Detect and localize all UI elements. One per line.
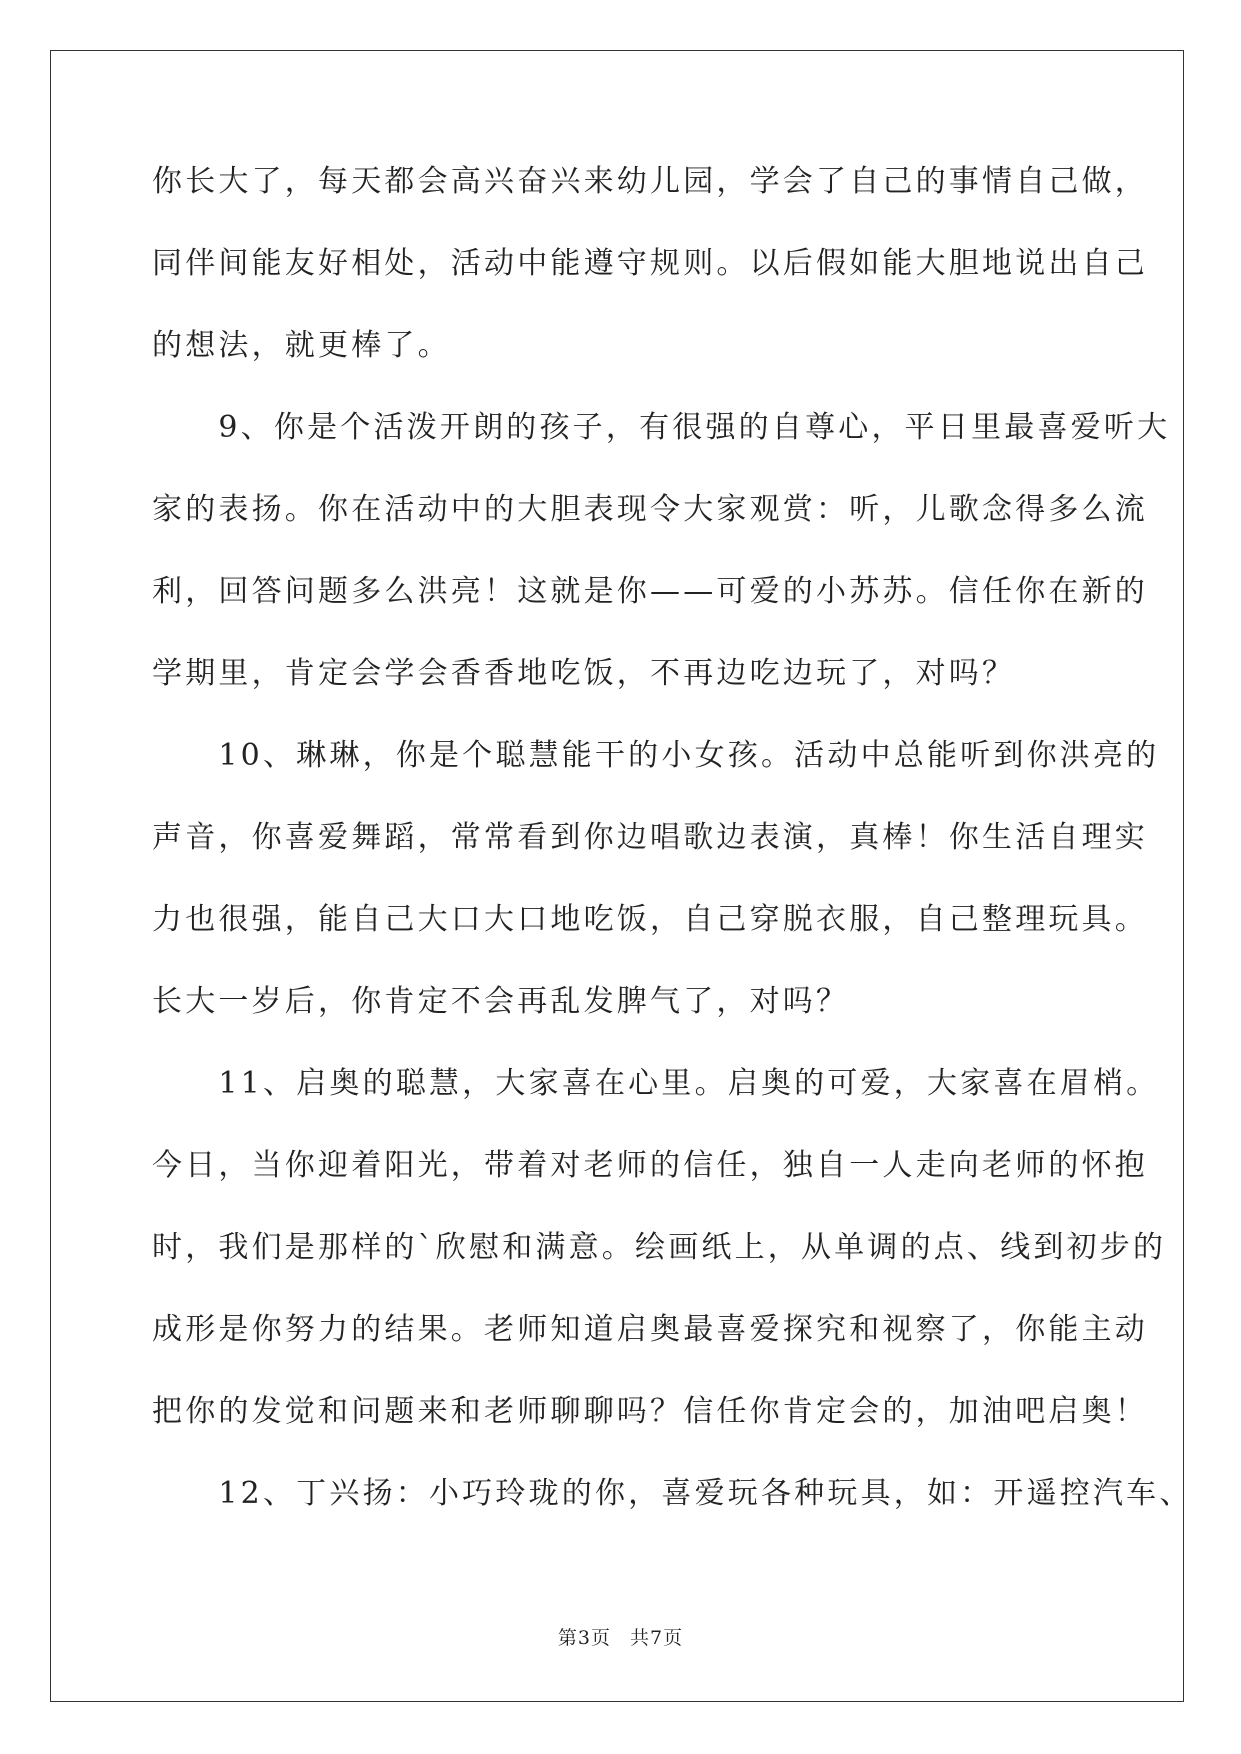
text-line: 长大一岁后，你肯定不会再乱发脾气了，对吗？ (152, 984, 850, 1019)
document-body (152, 158, 1193, 1552)
paragraph-10-start: 10、琳琳，你是个聪慧能干的小女孩。活动中总能听到你洪亮的 (152, 738, 1160, 773)
text-line: 今日，当你迎着阳光，带着对老师的信任，独自一人走向老师的怀抱 (152, 1148, 1148, 1183)
page-total: 共7页 (630, 1627, 684, 1649)
text-line: 时，我们是那样的`欣慰和满意。绘画纸上，从单调的点、线到初步的 (152, 1230, 1167, 1265)
text-line: 的想法，就更棒了。 (152, 328, 451, 363)
paragraph-11-start: 11、启奥的聪慧，大家喜在心里。启奥的可爱，大家喜在眉梢。 (152, 1066, 1160, 1101)
text-line: 把你的发觉和问题来和老师聊聊吗？信任你肯定会的，加油吧启奥！ (152, 1394, 1148, 1429)
paragraph-12-start: 12、丁兴扬：小巧玲珑的你，喜爱玩各种玩具，如：开遥控汽车、 (152, 1476, 1193, 1511)
text-line: 同伴间能友好相处，活动中能遵守规则。以后假如能大胆地说出自己 (152, 246, 1148, 281)
text-line: 家的表扬。你在活动中的大胆表现令大家观赏：听，儿歌念得多么流 (152, 492, 1148, 527)
text-line: 成形是你努力的结果。老师知道启奥最喜爱探究和视察了，你能主动 (152, 1312, 1148, 1347)
paragraph-9-start: 9、你是个活泼开朗的孩子，有很强的自尊心，平日里最喜爱听大 (152, 410, 1171, 445)
text-line: 力也很强，能自己大口大口地吃饭，自己穿脱衣服，自己整理玩具。 (152, 902, 1148, 937)
text-line: 学期里，肯定会学会香香地吃饭，不再边吃边玩了，对吗？ (152, 656, 1016, 691)
text-line: 你长大了，每天都会高兴奋兴来幼儿园，学会了自己的事情自己做， (152, 164, 1148, 199)
page-footer (0, 1623, 1241, 1650)
text-line: 声音，你喜爱舞蹈，常常看到你边唱歌边表演，真棒！你生活自理实 (152, 820, 1148, 855)
page-number: 第3页 (557, 1627, 611, 1649)
text-line: 利，回答问题多么洪亮！这就是你——可爱的小苏苏。信任你在新的 (152, 574, 1148, 609)
